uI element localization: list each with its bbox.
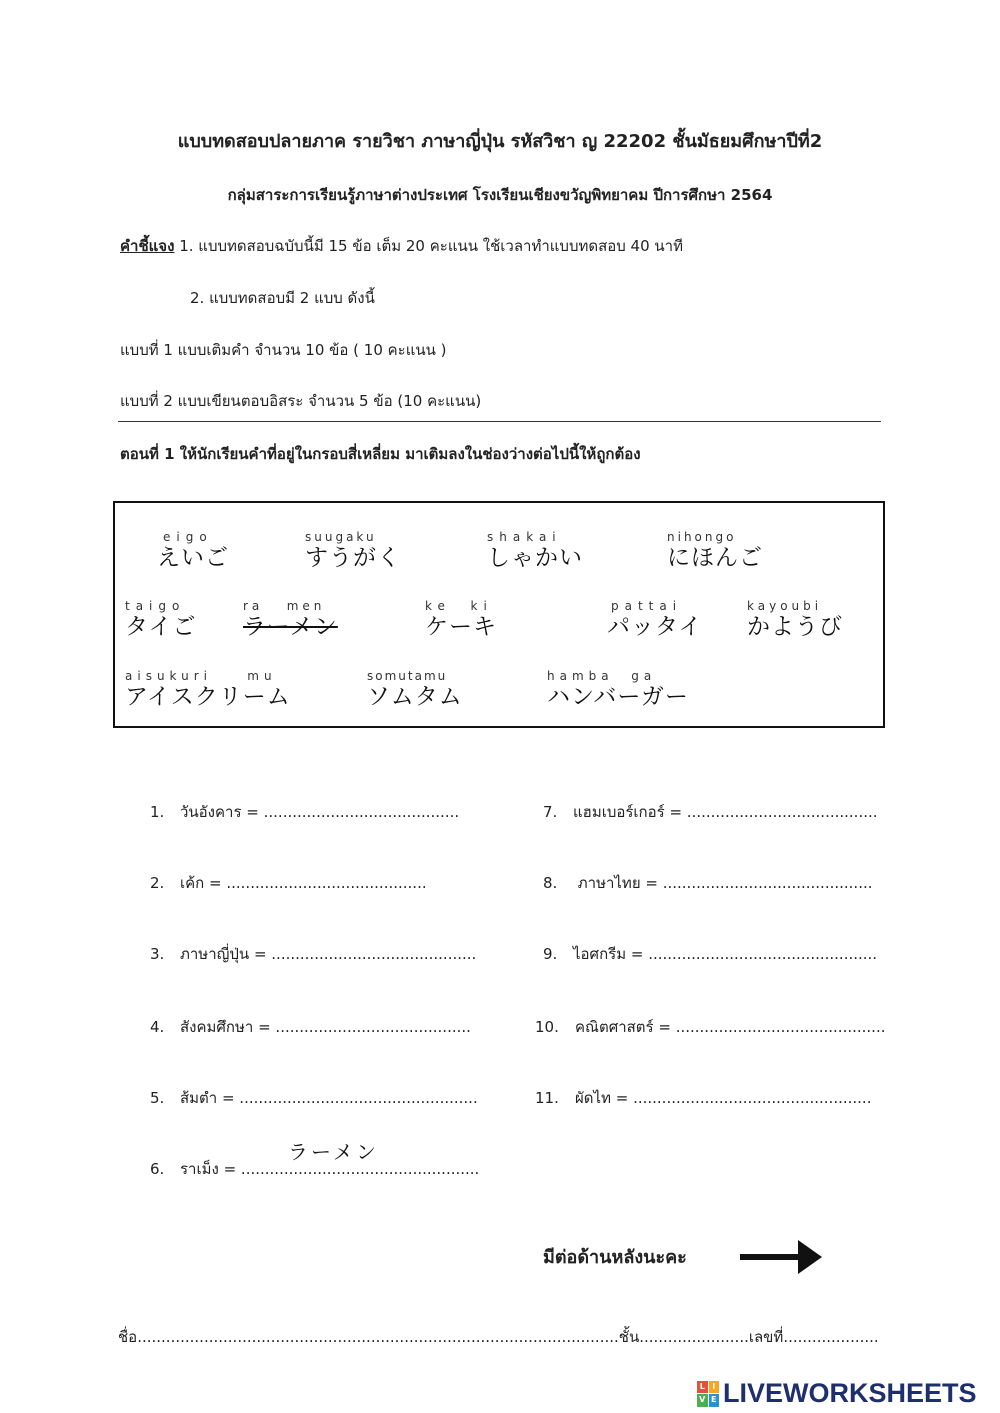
word-romaji: suugaku <box>305 530 377 544</box>
logo-letter: E <box>709 1394 720 1407</box>
word-romaji: hamba ga <box>547 669 657 683</box>
question-2[interactable] <box>150 871 427 895</box>
question-1[interactable] <box>150 800 459 824</box>
word-kana-crossed: ラーメン <box>243 614 338 640</box>
question-text: ภาษาญี่ปุ่น = ........................................... <box>180 945 477 963</box>
word-shakai <box>487 530 583 572</box>
word-romaji: eigo <box>163 530 213 544</box>
word-romaji: nihongo <box>667 530 737 544</box>
question-text: แฮมเบอร์เกอร์ = ........................................ <box>573 803 878 821</box>
question-number: 2. <box>150 874 165 892</box>
question-text: ผัดไท = .................................................. <box>575 1089 872 1107</box>
word-box <box>113 501 885 728</box>
instructions-line1-row <box>120 234 683 258</box>
word-taigo <box>125 599 197 641</box>
arrow-right-icon <box>740 1238 822 1276</box>
word-kana: えいご <box>157 545 229 571</box>
word-kana: パッタイ <box>607 614 703 640</box>
word-romaji: ra men <box>243 599 326 613</box>
question-7[interactable] <box>543 800 878 824</box>
question-text: ราเม็ง = .................................................. <box>180 1160 480 1178</box>
logo-letter: I <box>709 1381 720 1394</box>
answer-q6[interactable]: ラーメン <box>288 1140 379 1164</box>
question-text: เค้ก = .......................................... <box>180 874 427 892</box>
continue-note: มีต่อด้านหลังนะคะ <box>543 1247 687 1268</box>
word-somutamu <box>367 669 463 711</box>
question-number: 8. <box>543 874 558 892</box>
instructions-line2: 2. แบบทดสอบมี 2 แบบ ดังนี้ <box>190 289 375 307</box>
question-number: 1. <box>150 803 165 821</box>
question-number: 7. <box>543 803 558 821</box>
divider-line <box>118 421 881 422</box>
question-text: คณิตศาสตร์ = ............................................ <box>575 1018 886 1036</box>
word-kana: ケーキ <box>425 614 497 640</box>
word-kana: すうがく <box>305 545 401 571</box>
word-romaji: taigo <box>125 599 186 613</box>
question-text: สังคมศึกษา = ......................................... <box>180 1018 471 1036</box>
question-number: 6. <box>150 1160 165 1178</box>
brand-name: LIVEWORKSHEETS <box>723 1378 977 1408</box>
word-romaji: shakai <box>487 530 562 544</box>
word-kayoubi <box>747 599 843 641</box>
question-text: ส้มตำ = .................................................. <box>180 1089 478 1107</box>
logo-letter: V <box>697 1394 708 1407</box>
word-kana: タイご <box>125 614 197 640</box>
part1-title: ตอนที่ 1 ให้นักเรียนคำที่อยู่ในกรอบสี่เหลี่ยม มาเติมลงในช่องว่างต่อไปนี้ให้ถูกต้อง <box>120 445 641 463</box>
question-8[interactable] <box>543 871 873 895</box>
word-kana: ソムタム <box>367 684 463 710</box>
question-3[interactable] <box>150 942 476 966</box>
question-text: วันอังคาร = ......................................... <box>180 803 460 821</box>
word-kana: かようび <box>747 614 843 640</box>
word-romaji: ke ki <box>425 599 493 613</box>
student-info-line: ชื่อ.....................................................................................................ชั้น.......................เลขที่.................... <box>118 1328 879 1346</box>
instructions-line1: 1. แบบทดสอบฉบับนี้มี 15 ข้อ เต็ม 20 คะแนน ใช้เวลาทำแบบทดสอบ 40 นาที <box>179 237 683 255</box>
question-number: 3. <box>150 945 165 963</box>
question-number: 4. <box>150 1018 165 1036</box>
instructions-label: คำชี้แจง <box>120 237 175 255</box>
instructions-line4: แบบที่ 2 แบบเขียนตอบอิสระ จำนวน 5 ข้อ (10 คะแนน) <box>120 392 482 410</box>
word-romaji: somutamu <box>367 669 448 683</box>
logo-letter: L <box>697 1381 708 1394</box>
question-5[interactable] <box>150 1086 478 1110</box>
page-subtitle: กลุ่มสาระการเรียนรู้ภาษาต่างประเทศ โรงเรียนเชียงขวัญพิทยาคม ปีการศึกษา 2564 <box>227 186 773 204</box>
word-kana: アイスクリーム <box>125 684 291 710</box>
word-aisukurimu <box>125 669 291 711</box>
word-keki <box>425 599 497 641</box>
word-nihongo <box>667 530 763 572</box>
word-kana: にほんご <box>667 545 763 571</box>
word-pattai <box>607 599 703 641</box>
question-10[interactable] <box>535 1015 886 1039</box>
word-suugaku <box>305 530 401 572</box>
question-number: 5. <box>150 1089 165 1107</box>
liveworksheets-logo <box>697 1378 977 1409</box>
question-9[interactable] <box>543 942 877 966</box>
word-kana: しゃかい <box>487 545 583 571</box>
instructions-line3: แบบที่ 1 แบบเติมคำ จำนวน 10 ข้อ ( 10 คะแนน ) <box>120 341 447 359</box>
question-text: ภาษาไทย = ............................................ <box>573 874 873 892</box>
word-ramen <box>243 599 366 641</box>
word-romaji: aisukuri mu <box>125 669 277 683</box>
question-number: 10. <box>535 1018 559 1036</box>
word-eigo <box>157 530 229 572</box>
question-4[interactable] <box>150 1015 471 1039</box>
question-number: 11. <box>535 1089 559 1107</box>
logo-icon <box>697 1381 719 1407</box>
question-number: 9. <box>543 945 558 963</box>
page-title: แบบทดสอบปลายภาค รายวิชา ภาษาญี่ปุ่น รหัสวิชา ญ 22202 ชั้นมัธยมศึกษาปีที่2 <box>177 131 823 152</box>
word-hambaga <box>547 669 689 711</box>
word-romaji: kayoubi <box>747 599 823 613</box>
question-text: ไอศกรีม = ................................................ <box>573 945 878 963</box>
word-kana: ハンバーガー <box>547 684 689 710</box>
word-romaji: pattai <box>611 599 683 613</box>
question-11[interactable] <box>535 1086 871 1110</box>
